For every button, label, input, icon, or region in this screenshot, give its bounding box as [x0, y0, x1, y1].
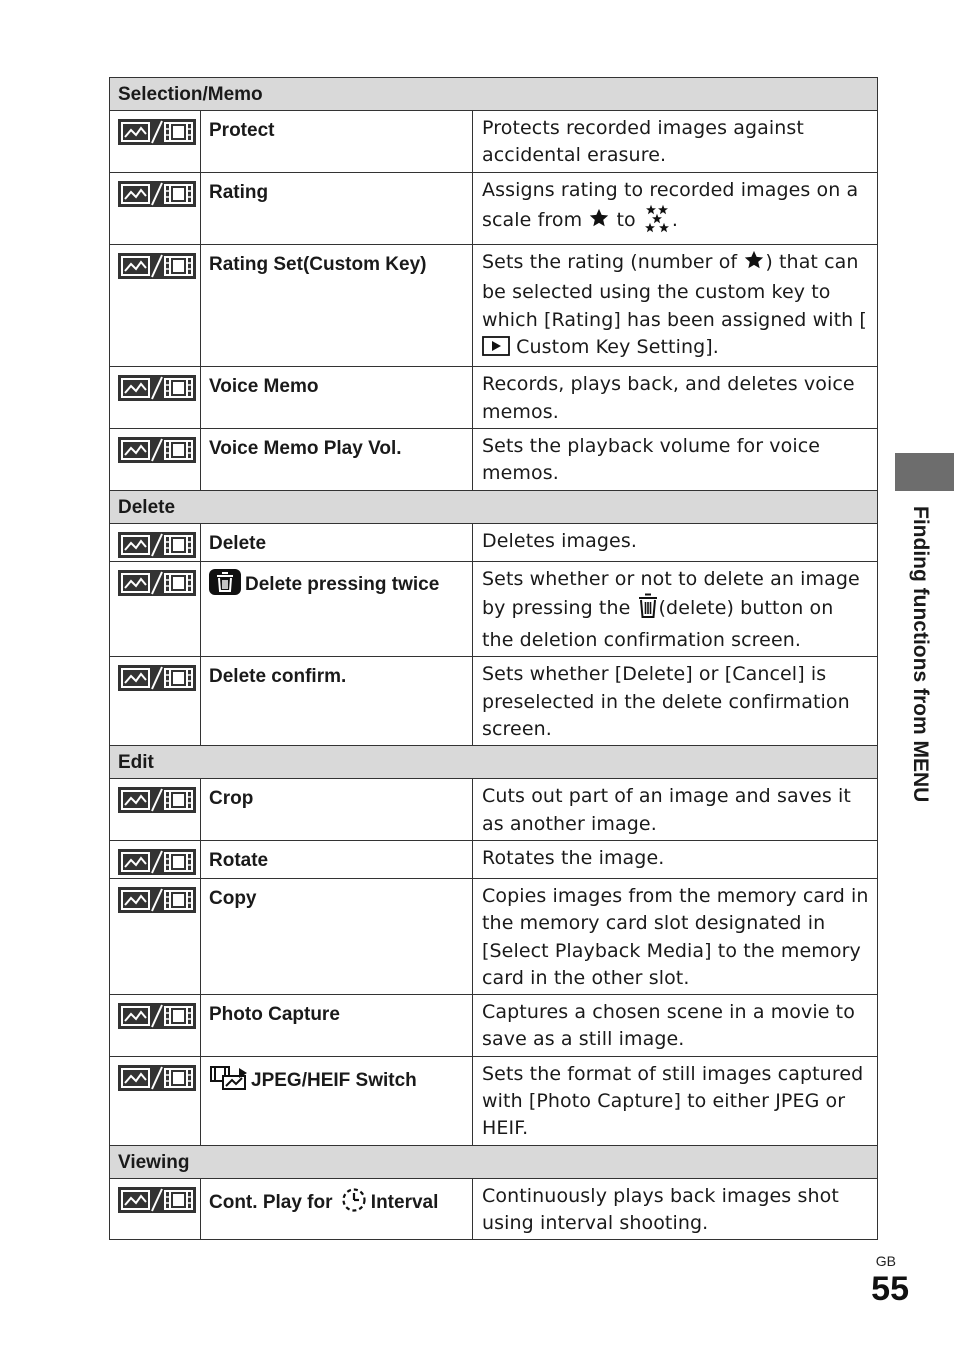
function-description: Copies images from the memory card in the memory card slot designated in [Select Playback Media] to the memory card in the other slot.: [473, 878, 878, 994]
table-row: [110, 1056, 878, 1145]
function-name: Voice Memo: [201, 367, 473, 429]
function-description: Cuts out part of an image and saves it as another image.: [473, 779, 878, 841]
table-row: [110, 878, 878, 994]
star-icon: [588, 207, 610, 237]
still-movie-mode-icon: [118, 119, 200, 145]
function-name: [201, 561, 473, 657]
mode-cell: [110, 995, 201, 1057]
section-header: [110, 78, 878, 111]
function-description: Records, plays back, and deletes voice memos.: [473, 367, 878, 429]
mode-cell: [110, 779, 201, 841]
mode-cell: [110, 1178, 201, 1240]
mode-cell: [110, 657, 201, 746]
region-label: GB: [875, 1253, 896, 1269]
table-row: [110, 779, 878, 841]
function-description: [473, 561, 878, 657]
star-icon: [743, 249, 765, 279]
page-number: 55: [871, 1270, 909, 1308]
function-name-text: Interval: [370, 1191, 439, 1213]
function-name: Delete confirm.: [201, 657, 473, 746]
side-tab-block: [895, 453, 954, 491]
mode-cell: [110, 523, 201, 561]
mode-cell: [110, 561, 201, 657]
function-name-text: Delete pressing twice: [245, 573, 440, 595]
still-movie-mode-icon: [118, 375, 200, 401]
still-movie-mode-icon: [118, 1003, 200, 1029]
section-header: [110, 1145, 878, 1178]
function-description: Deletes images.: [473, 523, 878, 561]
still-movie-mode-icon: [118, 181, 200, 207]
still-movie-mode-icon: [118, 1187, 200, 1213]
function-name: Copy: [201, 878, 473, 994]
function-name-text: JPEG/HEIF Switch: [251, 1069, 417, 1091]
mode-cell: [110, 245, 201, 367]
function-description: [473, 245, 878, 367]
function-name: Protect: [201, 111, 473, 173]
section-title: Edit: [110, 746, 878, 779]
table-row: [110, 995, 878, 1057]
function-description: Protects recorded images against accidental erasure.: [473, 111, 878, 173]
mode-cell: [110, 367, 201, 429]
table-row: [110, 245, 878, 367]
mode-cell: [110, 428, 201, 490]
side-tab-label: Finding functions from MENU: [909, 506, 932, 803]
table-row: [110, 1178, 878, 1240]
function-description: [473, 172, 878, 245]
playback-icon: [482, 336, 510, 364]
still-movie-mode-icon: [118, 253, 200, 279]
function-description: Sets whether [Delete] or [Cancel] is preselected in the delete confirmation screen.: [473, 657, 878, 746]
still-movie-mode-icon: [118, 887, 200, 913]
still-movie-mode-icon: [118, 1065, 200, 1091]
section-header: [110, 746, 878, 779]
function-description: Captures a chosen scene in a movie to save as a still image.: [473, 995, 878, 1057]
menu-function-table: [109, 77, 878, 1240]
section-header: [110, 490, 878, 523]
function-name: [201, 1178, 473, 1240]
text-segment: Sets the rating (number of: [482, 251, 744, 274]
function-name: Rating: [201, 172, 473, 245]
table-row: [110, 561, 878, 657]
function-description: Continuously plays back images shot using interval shooting.: [473, 1178, 878, 1240]
function-description: Sets the playback volume for voice memos.: [473, 428, 878, 490]
function-name: Voice Memo Play Vol.: [201, 428, 473, 490]
function-name: [201, 1056, 473, 1145]
function-name: Photo Capture: [201, 995, 473, 1057]
trash-icon: [209, 569, 241, 603]
still-movie-mode-icon: [118, 665, 200, 691]
still-movie-mode-icon: [118, 437, 200, 463]
section-title: Viewing: [110, 1145, 878, 1178]
table-row: [110, 523, 878, 561]
text-segment: to: [610, 208, 642, 231]
still-movie-mode-icon: [118, 787, 200, 813]
still-movie-mode-icon: [118, 570, 200, 596]
table-row: [110, 172, 878, 245]
mode-cell: [110, 111, 201, 173]
five-stars-icon: [642, 204, 672, 242]
function-description: Sets the format of still images captured with [Photo Capture] to either JPEG or HEIF.: [473, 1056, 878, 1145]
mode-cell: [110, 172, 201, 245]
mode-cell: [110, 1056, 201, 1145]
table-row: [110, 657, 878, 746]
trash-icon: [637, 593, 659, 627]
function-name-text: Cont. Play for: [209, 1191, 338, 1213]
section-title: Delete: [110, 490, 878, 523]
text-segment: .: [671, 208, 679, 231]
still-movie-mode-icon: [118, 849, 200, 875]
function-name: Rating Set(Custom Key): [201, 245, 473, 367]
table-row: [110, 840, 878, 878]
function-description: Rotates the image.: [473, 840, 878, 878]
mode-cell: [110, 878, 201, 994]
photo-capture-icon: [209, 1064, 249, 1100]
text-segment: Custom Key Setting].: [510, 336, 719, 359]
function-name: Rotate: [201, 840, 473, 878]
function-name: Delete: [201, 523, 473, 561]
still-movie-mode-icon: [118, 532, 200, 558]
text-segment: ) that can be selected using the custom key to which [Rating] has been assigned with [: [482, 251, 867, 331]
text-segment: Assigns rating to recorded images on a scale from: [482, 178, 859, 231]
text-segment: Sets whether or not to delete an image by pressing the: [482, 567, 860, 619]
text-segment: (delete) button on the deletion confirmation screen.: [482, 596, 834, 652]
table-row: [110, 111, 878, 173]
interval-icon: [340, 1186, 368, 1222]
section-title: Selection/Memo: [110, 78, 878, 111]
table-row: [110, 367, 878, 429]
table-row: [110, 428, 878, 490]
mode-cell: [110, 840, 201, 878]
function-name: Crop: [201, 779, 473, 841]
